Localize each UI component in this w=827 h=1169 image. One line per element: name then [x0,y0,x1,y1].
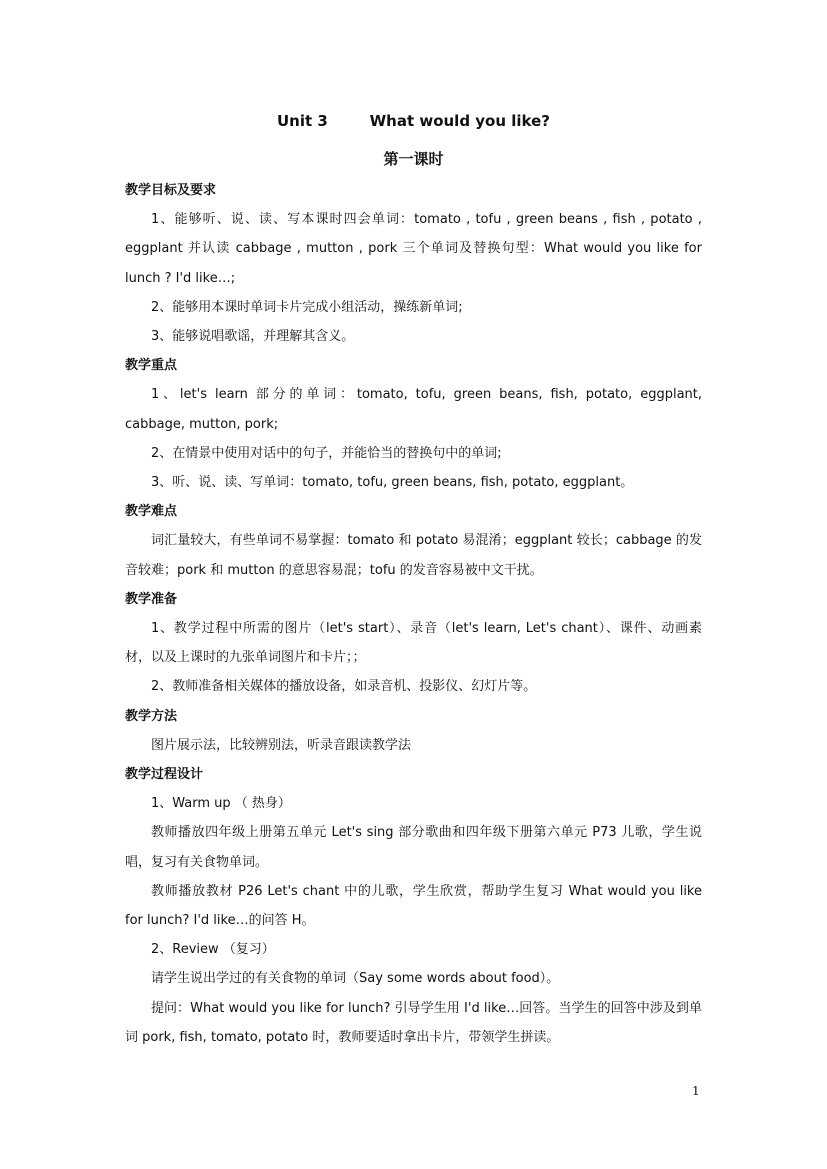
paragraph: 词汇量较大，有些单词不易掌握：tomato 和 potato 易混淆；eggplant 较长；cabbage 的发音较难；pork 和 mutton 的意思容易混；tofu 的发音容易被中文干扰。 [125,533,702,578]
section-heading: 教学目标及要求 [125,183,217,198]
document-body [125,176,702,1052]
page-number: 1 [692,1084,700,1098]
paragraph: 2、能够用本课时单词卡片完成小组活动，操练新单词; [151,299,463,315]
section-heading: 教学过程设计 [125,767,204,783]
section-heading: 教学方法 [125,708,178,724]
paragraph: 3、能够说唱歌谣，并理解其含义。 [151,329,355,345]
paragraph: 2、在情景中使用对话中的句子，并能恰当的替换句中的单词; [151,445,502,461]
paragraph: 1、能够听、说、读、写本课时四会单词：tomato , tofu , green beans , fish , potato , eggplant 并认读 cabbage , mutton , pork 三个单词及替换句型：What would you like for lunch ? I'd like…; [125,212,702,286]
section-heading: 教学准备 [125,591,178,607]
paragraph: 提问：What would you like for lunch? 引导学生用 I'd like…回答。当学生的回答中涉及到单词 pork, fish, tomato, potato 时，教师要适时拿出卡片，带领学生拼读。 [125,1000,702,1045]
paragraph: 1、教学过程中所需的图片（let's start）、录音（let's learn, Let's chant）、课件、动画素材，以及上课时的九张单词图片和卡片；； [125,621,702,666]
paragraph: 教师播放教材 P26 Let's chant 中的儿歌，学生欣赏，帮助学生复习 What would you like for lunch? I'd like…的问答 H。 [125,883,702,929]
paragraph: 1、Warm up （ 热身） [151,796,291,812]
document-title: Unit 3 What would you like? [276,112,550,130]
paragraph: 2、教师准备相关媒体的播放设备，如录音机、投影仪、幻灯片等。 [151,679,537,695]
paragraph: 请学生说出学过的有关食物的单词（Say some words about food）。 [151,971,560,987]
paragraph: 1、let's learn 部分的单词：tomato, tofu, green beans, fish, potato, eggplant, cabbage, mutton, pork; [125,387,702,432]
paragraph: 2、Review （复习） [151,942,275,958]
section-heading: 教学重点 [125,358,178,374]
paragraph: 教师播放四年级上册第五单元 Let's sing 部分歌曲和四年级下册第六单元 P73 儿歌，学生说唱，复习有关食物单词。 [125,825,702,870]
paragraph: 3、听、说、读、写单词：tomato, tofu, green beans, fish, potato, eggplant。 [151,475,634,491]
paragraph: 图片展示法，比较辨别法，听录音跟读教学法 [151,737,412,753]
lesson-subtitle: 第一课时 [383,150,444,168]
section-heading: 教学难点 [125,504,178,520]
